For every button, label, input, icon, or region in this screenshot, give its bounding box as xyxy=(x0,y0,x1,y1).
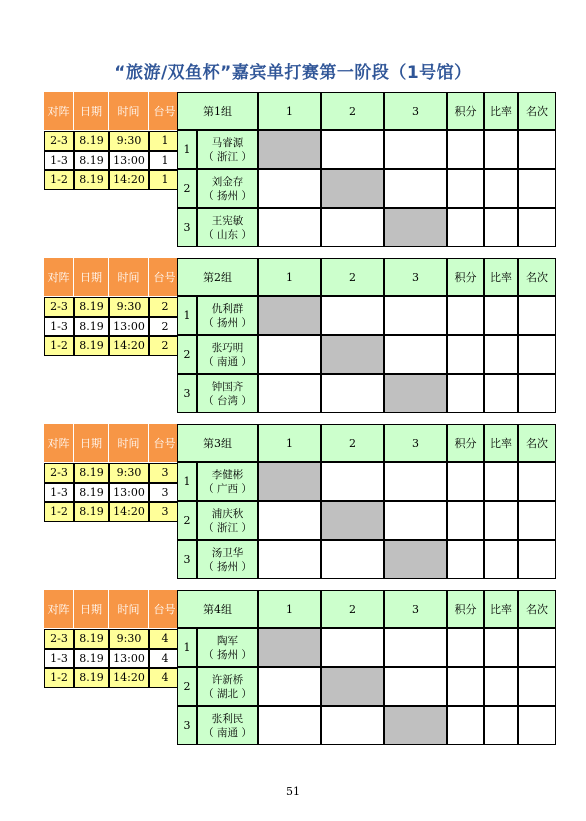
result-cell[interactable] xyxy=(321,130,384,169)
page-number: 51 xyxy=(286,785,300,798)
schedule-pair: 1-2 xyxy=(44,668,74,688)
player-region: （ 广西 ） xyxy=(203,482,252,495)
schedule-header-pair: 对阵 xyxy=(44,258,74,296)
result-cell[interactable] xyxy=(321,208,384,247)
schedule-header-pair: 对阵 xyxy=(44,424,74,462)
result-cell[interactable] xyxy=(321,374,384,413)
schedule-time: 13:00 xyxy=(109,649,149,669)
result-cell[interactable] xyxy=(321,540,384,579)
ratio-cell[interactable] xyxy=(484,335,518,374)
self-match-cell xyxy=(258,296,321,335)
result-cell[interactable] xyxy=(384,501,447,540)
result-cell[interactable] xyxy=(258,706,321,745)
self-match-cell xyxy=(321,169,384,208)
schedule-time: 13:00 xyxy=(109,151,149,171)
result-header-3: 3 xyxy=(384,92,447,130)
player-name-cell xyxy=(197,706,258,745)
rank-cell[interactable] xyxy=(518,628,556,667)
result-cell[interactable] xyxy=(384,130,447,169)
result-cell[interactable] xyxy=(384,462,447,501)
ratio-cell[interactable] xyxy=(484,667,518,706)
schedule-time: 9:30 xyxy=(109,297,149,317)
stat-header-score: 积分 xyxy=(447,590,484,628)
self-match-cell xyxy=(258,628,321,667)
result-cell[interactable] xyxy=(321,706,384,745)
schedule-header-pair: 对阵 xyxy=(44,590,74,628)
score-cell[interactable] xyxy=(447,208,484,247)
rank-cell[interactable] xyxy=(518,667,556,706)
player-number: 1 xyxy=(177,130,197,169)
schedule-table: 1 xyxy=(149,170,181,190)
ratio-cell[interactable] xyxy=(484,296,518,335)
rank-cell[interactable] xyxy=(518,501,556,540)
player-region: （ 扬州 ） xyxy=(203,316,252,329)
player-number: 3 xyxy=(177,706,197,745)
schedule-header-table: 台号 xyxy=(149,424,181,462)
player-name: 刘金存 xyxy=(211,175,244,188)
self-match-cell xyxy=(321,667,384,706)
schedule-pair: 1-2 xyxy=(44,170,74,190)
result-header-3: 3 xyxy=(384,258,447,296)
schedule-pair: 1-2 xyxy=(44,502,74,522)
self-match-cell xyxy=(321,501,384,540)
player-region: （ 山东 ） xyxy=(203,228,252,241)
schedule-table: 4 xyxy=(149,649,181,669)
schedule-header-time: 时间 xyxy=(109,92,149,130)
score-cell[interactable] xyxy=(447,169,484,208)
result-cell[interactable] xyxy=(258,335,321,374)
player-name-cell xyxy=(197,628,258,667)
schedule-time: 9:30 xyxy=(109,463,149,483)
player-name-cell xyxy=(197,540,258,579)
schedule-time: 13:00 xyxy=(109,483,149,503)
stat-header-ratio: 比率 xyxy=(484,92,518,130)
score-cell[interactable] xyxy=(447,706,484,745)
rank-cell[interactable] xyxy=(518,296,556,335)
self-match-cell xyxy=(321,335,384,374)
schedule-table: 1 xyxy=(149,131,181,151)
ratio-cell[interactable] xyxy=(484,169,518,208)
schedule-header-date: 日期 xyxy=(74,424,109,462)
rank-cell[interactable] xyxy=(518,208,556,247)
schedule-time: 14:20 xyxy=(109,336,149,356)
score-cell[interactable] xyxy=(447,374,484,413)
schedule-time: 9:30 xyxy=(109,131,149,151)
player-name-cell xyxy=(197,296,258,335)
schedule-table: 3 xyxy=(149,463,181,483)
player-number: 3 xyxy=(177,208,197,247)
score-cell[interactable] xyxy=(447,540,484,579)
rank-cell[interactable] xyxy=(518,169,556,208)
result-cell[interactable] xyxy=(258,667,321,706)
score-cell[interactable] xyxy=(447,667,484,706)
player-name: 王宪敏 xyxy=(211,214,244,227)
result-cell[interactable] xyxy=(321,462,384,501)
schedule-date: 8.19 xyxy=(74,463,109,483)
rank-cell[interactable] xyxy=(518,462,556,501)
schedule-time: 14:20 xyxy=(109,170,149,190)
player-number: 2 xyxy=(177,501,197,540)
schedule-header-date: 日期 xyxy=(74,590,109,628)
player-number: 1 xyxy=(177,628,197,667)
result-header-1: 1 xyxy=(258,424,321,462)
result-cell[interactable] xyxy=(384,667,447,706)
rank-cell[interactable] xyxy=(518,706,556,745)
stat-header-ratio: 比率 xyxy=(484,424,518,462)
schedule-header-table: 台号 xyxy=(149,92,181,130)
self-match-cell xyxy=(384,208,447,247)
player-name-cell xyxy=(197,208,258,247)
result-cell[interactable] xyxy=(321,296,384,335)
result-cell[interactable] xyxy=(384,296,447,335)
self-match-cell xyxy=(258,130,321,169)
result-header-3: 3 xyxy=(384,424,447,462)
result-header-2: 2 xyxy=(321,258,384,296)
result-cell[interactable] xyxy=(321,628,384,667)
ratio-cell[interactable] xyxy=(484,462,518,501)
group-table-1 xyxy=(44,92,556,249)
result-cell[interactable] xyxy=(258,169,321,208)
player-name: 李健彬 xyxy=(211,468,244,481)
self-match-cell xyxy=(384,706,447,745)
player-region: （ 湖北 ） xyxy=(203,687,252,700)
result-cell[interactable] xyxy=(258,501,321,540)
player-name-cell xyxy=(197,462,258,501)
schedule-header-date: 日期 xyxy=(74,258,109,296)
schedule-date: 8.19 xyxy=(74,483,109,503)
schedule-header-time: 时间 xyxy=(109,590,149,628)
player-name-cell xyxy=(197,169,258,208)
rank-cell[interactable] xyxy=(518,335,556,374)
stat-header-rank: 名次 xyxy=(518,258,556,296)
player-name: 汤卫华 xyxy=(211,546,244,559)
player-region: （ 扬州 ） xyxy=(203,189,252,202)
schedule-time: 9:30 xyxy=(109,629,149,649)
player-number: 1 xyxy=(177,462,197,501)
schedule-table: 4 xyxy=(149,668,181,688)
score-cell[interactable] xyxy=(447,501,484,540)
schedule-header-date: 日期 xyxy=(74,92,109,130)
player-region: （ 台湾 ） xyxy=(203,394,252,407)
group-name: 第2组 xyxy=(177,258,258,296)
schedule-pair: 1-2 xyxy=(44,336,74,356)
player-name-cell xyxy=(197,501,258,540)
result-header-3: 3 xyxy=(384,590,447,628)
player-name: 浦庆秋 xyxy=(211,507,244,520)
rank-cell[interactable] xyxy=(518,130,556,169)
schedule-date: 8.19 xyxy=(74,317,109,337)
result-cell[interactable] xyxy=(258,208,321,247)
schedule-date: 8.19 xyxy=(74,629,109,649)
ratio-cell[interactable] xyxy=(484,501,518,540)
schedule-table: 3 xyxy=(149,502,181,522)
group-table-2 xyxy=(44,258,556,415)
schedule-header-time: 时间 xyxy=(109,424,149,462)
ratio-cell[interactable] xyxy=(484,374,518,413)
score-cell[interactable] xyxy=(447,628,484,667)
schedule-date: 8.19 xyxy=(74,649,109,669)
player-name: 马睿源 xyxy=(211,136,244,149)
rank-cell[interactable] xyxy=(518,374,556,413)
schedule-table: 1 xyxy=(149,151,181,171)
schedule-date: 8.19 xyxy=(74,151,109,171)
schedule-header-time: 时间 xyxy=(109,258,149,296)
result-cell[interactable] xyxy=(384,628,447,667)
schedule-pair: 2-3 xyxy=(44,629,74,649)
group-name: 第3组 xyxy=(177,424,258,462)
schedule-header-table: 台号 xyxy=(149,590,181,628)
player-region: （ 浙江 ） xyxy=(203,150,252,163)
schedule-table: 2 xyxy=(149,317,181,337)
ratio-cell[interactable] xyxy=(484,208,518,247)
player-name: 仇利群 xyxy=(211,302,244,315)
player-region: （ 扬州 ） xyxy=(203,560,252,573)
schedule-pair: 1-3 xyxy=(44,649,74,669)
schedule-table: 2 xyxy=(149,297,181,317)
score-cell[interactable] xyxy=(447,335,484,374)
schedule-pair: 2-3 xyxy=(44,131,74,151)
result-header-2: 2 xyxy=(321,590,384,628)
score-cell[interactable] xyxy=(447,462,484,501)
stat-header-score: 积分 xyxy=(447,258,484,296)
schedule-date: 8.19 xyxy=(74,668,109,688)
result-header-2: 2 xyxy=(321,424,384,462)
group-table-4 xyxy=(44,590,556,747)
group-name: 第1组 xyxy=(177,92,258,130)
schedule-pair: 1-3 xyxy=(44,317,74,337)
player-name: 许新桥 xyxy=(211,673,244,686)
result-cell[interactable] xyxy=(384,335,447,374)
schedule-pair: 1-3 xyxy=(44,483,74,503)
player-region: （ 浙江 ） xyxy=(203,521,252,534)
result-header-1: 1 xyxy=(258,258,321,296)
player-region: （ 南通 ） xyxy=(203,355,252,368)
player-name: 钟国齐 xyxy=(211,380,244,393)
schedule-date: 8.19 xyxy=(74,131,109,151)
player-name-cell xyxy=(197,667,258,706)
group-name: 第4组 xyxy=(177,590,258,628)
schedule-pair: 1-3 xyxy=(44,151,74,171)
score-cell[interactable] xyxy=(447,130,484,169)
ratio-cell[interactable] xyxy=(484,706,518,745)
player-number: 3 xyxy=(177,374,197,413)
result-cell[interactable] xyxy=(258,540,321,579)
score-cell[interactable] xyxy=(447,296,484,335)
player-region: （ 南通 ） xyxy=(203,726,252,739)
player-number: 1 xyxy=(177,296,197,335)
player-name: 张利民 xyxy=(211,712,244,725)
schedule-time: 13:00 xyxy=(109,317,149,337)
schedule-header-pair: 对阵 xyxy=(44,92,74,130)
rank-cell[interactable] xyxy=(518,540,556,579)
schedule-table: 3 xyxy=(149,483,181,503)
schedule-pair: 2-3 xyxy=(44,463,74,483)
schedule-header-table: 台号 xyxy=(149,258,181,296)
schedule-date: 8.19 xyxy=(74,502,109,522)
schedule-date: 8.19 xyxy=(74,336,109,356)
result-cell[interactable] xyxy=(384,169,447,208)
player-number: 3 xyxy=(177,540,197,579)
page-title: “旅游/双鱼杯”嘉宾单打赛第一阶段（1号馆） xyxy=(114,63,472,83)
player-number: 2 xyxy=(177,667,197,706)
schedule-pair: 2-3 xyxy=(44,297,74,317)
player-region: （ 扬州 ） xyxy=(203,648,252,661)
result-cell[interactable] xyxy=(258,374,321,413)
self-match-cell xyxy=(384,540,447,579)
stat-header-rank: 名次 xyxy=(518,92,556,130)
schedule-time: 14:20 xyxy=(109,668,149,688)
self-match-cell xyxy=(258,462,321,501)
ratio-cell[interactable] xyxy=(484,130,518,169)
player-name: 陶军 xyxy=(217,634,238,647)
result-header-2: 2 xyxy=(321,92,384,130)
stat-header-ratio: 比率 xyxy=(484,258,518,296)
player-number: 2 xyxy=(177,169,197,208)
schedule-table: 4 xyxy=(149,629,181,649)
player-name-cell xyxy=(197,335,258,374)
player-name-cell xyxy=(197,374,258,413)
self-match-cell xyxy=(384,374,447,413)
player-number: 2 xyxy=(177,335,197,374)
stat-header-rank: 名次 xyxy=(518,590,556,628)
schedule-date: 8.19 xyxy=(74,297,109,317)
result-header-1: 1 xyxy=(258,92,321,130)
stat-header-score: 积分 xyxy=(447,92,484,130)
result-header-1: 1 xyxy=(258,590,321,628)
group-table-3 xyxy=(44,424,556,581)
stat-header-ratio: 比率 xyxy=(484,590,518,628)
ratio-cell[interactable] xyxy=(484,540,518,579)
player-name: 张巧明 xyxy=(211,341,244,354)
stat-header-score: 积分 xyxy=(447,424,484,462)
ratio-cell[interactable] xyxy=(484,628,518,667)
stat-header-rank: 名次 xyxy=(518,424,556,462)
player-name-cell xyxy=(197,130,258,169)
schedule-table: 2 xyxy=(149,336,181,356)
schedule-date: 8.19 xyxy=(74,170,109,190)
schedule-time: 14:20 xyxy=(109,502,149,522)
